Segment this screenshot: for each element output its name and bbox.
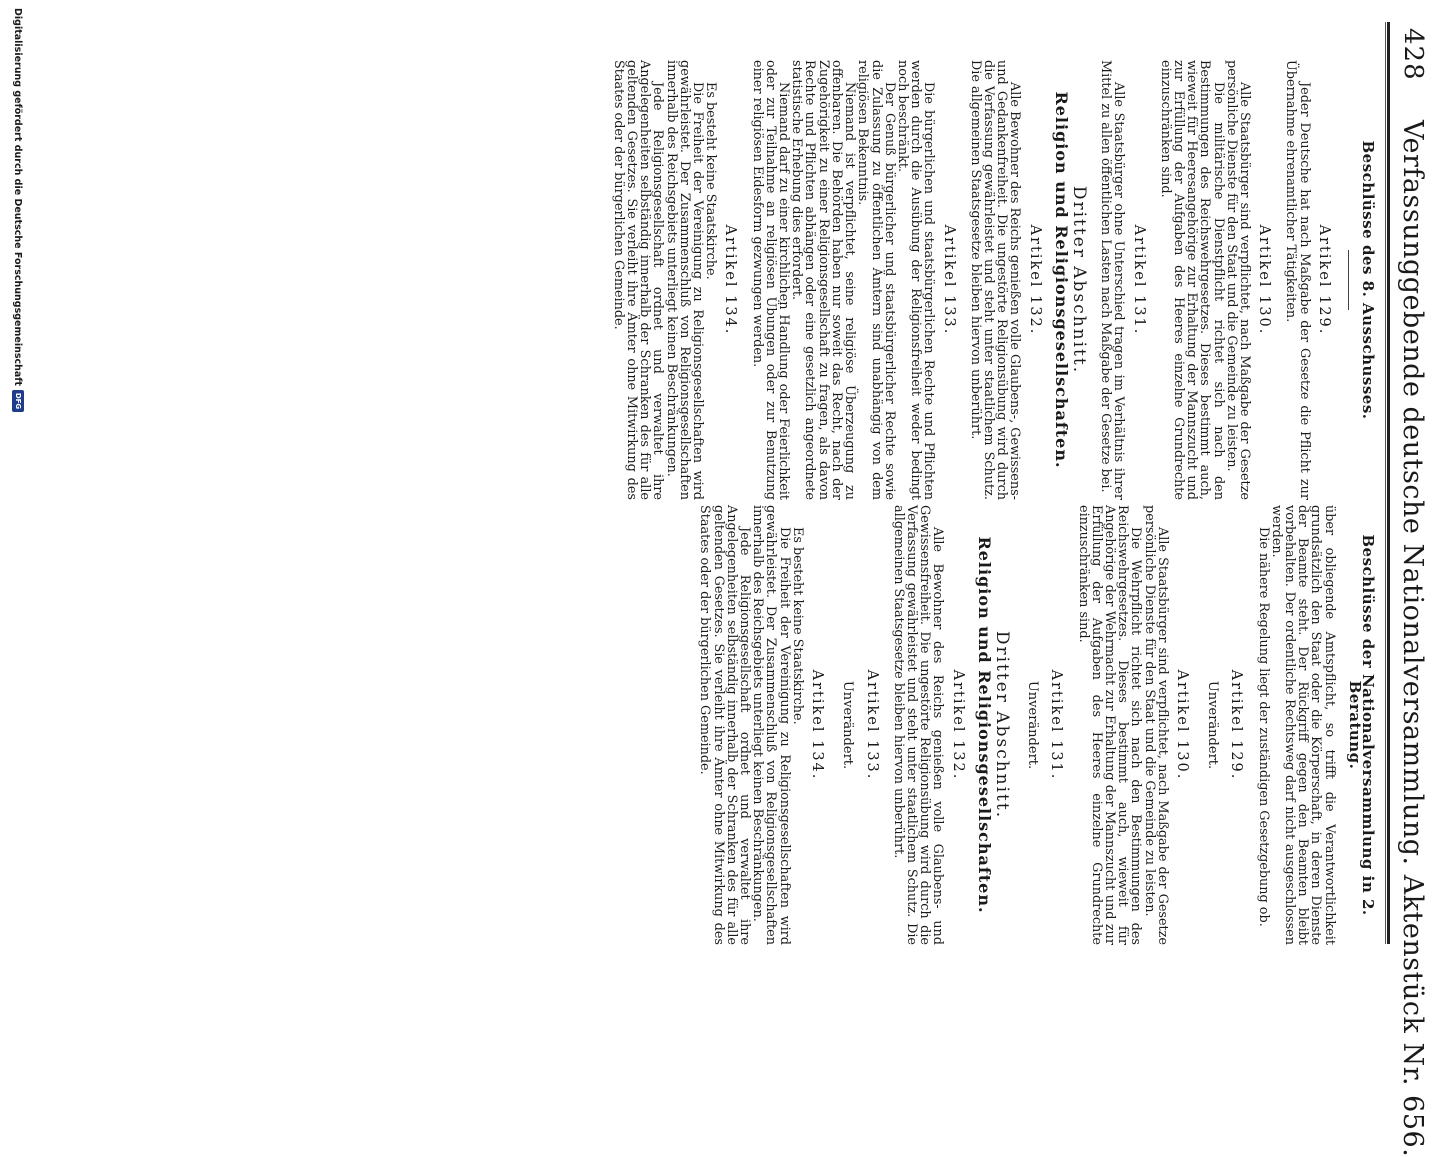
section-subtitle: Religion und Religionsgesellschaften. [974, 536, 994, 914]
article-134-paragraph-3: Jede Religionsgesellschaft ordnet und verwaltet ihre Angelegenheiten selbständig innerhalb der Schranken des für alle geltenden Gesetzes. Sie verleiht ihre Ämter ohne Mitwirkung des Staates oder der bürgerlichen Gemeinde. [697, 505, 753, 945]
article-130-title: Artikel 130. [1256, 224, 1273, 336]
heading-rule [1348, 250, 1349, 310]
article-129-title: Artikel 129. [1315, 224, 1332, 336]
left-column-heading: Beschlüsse des 8. Ausschusses. [1359, 140, 1377, 420]
left-column [610, 60, 1377, 500]
article-133-unchanged: Unverändert. [840, 680, 856, 770]
article-131-title: Artikel 131. [1048, 669, 1065, 781]
article-130-paragraph-2: Die Wehrpflicht richtet sich nach den Bestimmungen des Reichswehrgesetzes. Dieses bestimmt auch, wieweit für Angehörige der Wehrmacht zur Erhaltung der Mannszucht und zur Erfüllung der Aufgaben des Heeres einzelne Grundrechte einzuschränken sind. [1075, 505, 1144, 945]
article-133-paragraph-2: Der Genuß bürgerlicher und staatsbürgerlicher Rechte sowie die Zulassung zu öffentlichen Ämtern sind unabhängig von dem religiösen Bekenntnis. [855, 60, 897, 500]
header-rule [1387, 22, 1390, 944]
footer-credit-text: Digitalisierung gefördert durch die Deutsche Forschungsgemeinschaft [12, 8, 24, 386]
article-131-title: Artikel 131. [1130, 224, 1147, 336]
section-subtitle: Religion und Religionsgesellschaften. [1051, 91, 1071, 469]
article-129-title: Artikel 129. [1228, 669, 1245, 781]
article-131-unchanged: Unverändert. [1025, 680, 1041, 770]
intro-paragraph-2: Die nähere Regelung liegt der zuständigen Gesetzgebung ob. [1255, 527, 1271, 927]
section-title: Dritter Abschnitt. [1068, 185, 1089, 375]
article-130-paragraph-1: Alle Staatsbürger sind verpflichtet, nach Maßgabe der Gesetze persönliche Dienste für den Staat und die Gemeinde zu leisten. [1141, 505, 1170, 945]
page-header-title: Verfassunggebende deutsche Nationalversammlung. Aktenstück Nr. 656. [1397, 120, 1428, 1157]
article-133-title: Artikel 133. [863, 669, 880, 781]
right-column-heading: Beschlüsse der Nationalversammlung in 2. Beratung. [1345, 534, 1377, 916]
article-133-paragraph-4: Niemand darf zu einer kirchlichen Handlung oder Feierlichkeit oder zur Teilnahme an religiösen Übungen oder zur Benutzung einer religiösen Eidesform gezwungen werden. [749, 60, 792, 500]
article-133-paragraph-3: Niemand ist verpflichtet, seine religiöse Überzeugung zu offenbaren. Die Behörden haben nur soweit das Recht, nach der Zugehörigkeit zu einer Religionsgesellschaft zu fragen, als davon Rechte und Pflichten abhängen oder eine gesetzlich angeordnete statistische Erhebung dies erfordert. [789, 60, 858, 500]
article-130-paragraph-2: Die militärische Dienstpflicht richtet sich nach den Bestimmungen des Reichswehrgesetzes. Dieses bestimmt auch, wieweit für Heeresangehörige zur Erhaltung der Mannszucht und zur Erfüllung der Aufgaben des Heeres einzelne Grundrechte einzuschränken sind. [1157, 60, 1226, 500]
article-132-paragraph: Alle Bewohner des Reichs genießen volle Glaubens- und Gewissensfreiheit. Die ungestörte Religionsübung wird durch die Verfassung gewährleistet und steht unter staatlichem Schutz. Die allgemeinen Staatsgesetze bleiben hiervon unberührt. [890, 505, 946, 945]
dfg-logo: DFG [12, 390, 24, 412]
right-column [697, 505, 1377, 945]
intro-paragraph-1: über obliegende Amtspflicht, so trifft die Verantwortlichkeit grundsätzlich den Staat oder die Körperschaft, in deren Dienste der Beamte steht. Der Rückgriff gegen den Beamten bleibt vorbehalten. Der ordentliche Rechtsweg darf nicht ausgeschlossen werden. [1268, 505, 1337, 945]
header-rule-thin [1385, 22, 1386, 944]
article-132-paragraph: Alle Bewohner des Reichs genießen volle Glaubens-, Gewissens- und Gedankenfreiheit. Die ungestörte Religionsübung wird durch die Verfassung gewährleistet und steht unter staatlichem Schutz. Die allgemeinen Staatsgesetze bleiben hiervon unberührt. [967, 60, 1023, 500]
article-133-paragraph-1: Die bürgerlichen und staatsbürgerlichen Rechte und Pflichten werden durch die Ausübung der Religionsfreiheit weder bedingt noch beschränkt. [894, 60, 937, 500]
article-132-title: Artikel 132. [1026, 224, 1043, 336]
article-130-paragraph-1: Alle Staatsbürger sind verpflichtet, nach Maßgabe der Gesetze persönliche Dienste für den Staat und die Gemeinde zu leisten. [1223, 60, 1252, 500]
article-129-unchanged: Unverändert. [1205, 680, 1221, 770]
article-131-paragraph: Alle Staatsbürger ohne Unterschied tragen im Verhältnis ihrer Mittel zu allen öffentlichen Lasten nach Maßgabe der Gesetze bei. [1098, 60, 1127, 500]
article-134-paragraph-1: Es besteht keine Staatskirche. [703, 82, 719, 280]
article-134-title: Artikel 134. [722, 224, 739, 336]
article-134-paragraph-3: Jede Religionsgesellschaft ordnet und verwaltet ihre Angelegenheiten selbständig innerhalb der Schranken des für alle geltenden Gesetzes. Sie verleiht ihre Ämter ohne Mitwirkung des Staates oder der bürgerlichen Gemeinde. [610, 60, 666, 500]
article-132-title: Artikel 132. [949, 669, 966, 781]
page-number: 428 [1398, 28, 1428, 81]
digitization-footer [6, 0, 30, 1008]
section-title: Dritter Abschnitt. [991, 630, 1012, 820]
article-134-title: Artikel 134. [809, 669, 826, 781]
article-134-paragraph-2: Die Freiheit der Vereinigung zu Religionsgesellschaften wird gewährleistet. Der Zusammenschluß von Religionsgesellschaften innerhalb des Reichsgebiets unterliegt keinen Beschränkungen. [663, 60, 706, 500]
article-130-title: Artikel 130. [1173, 669, 1190, 781]
article-129-paragraph: Jeder Deutsche hat nach Maßgabe der Gesetze die Pflicht zur Übernahme ehrenamtlicher Tätigkeiten. [1283, 60, 1312, 500]
article-134-paragraph-1: Es besteht keine Staatskirche. [789, 527, 805, 725]
article-134-paragraph-2: Die Freiheit der Vereinigung zu Religionsgesellschaften wird gewährleistet. Der Zusammenschluß von Religionsgesellschaften innerhalb des Reichsgebiets unterliegt keinen Beschränkungen. [750, 505, 792, 945]
article-133-title: Artikel 133. [940, 224, 957, 336]
